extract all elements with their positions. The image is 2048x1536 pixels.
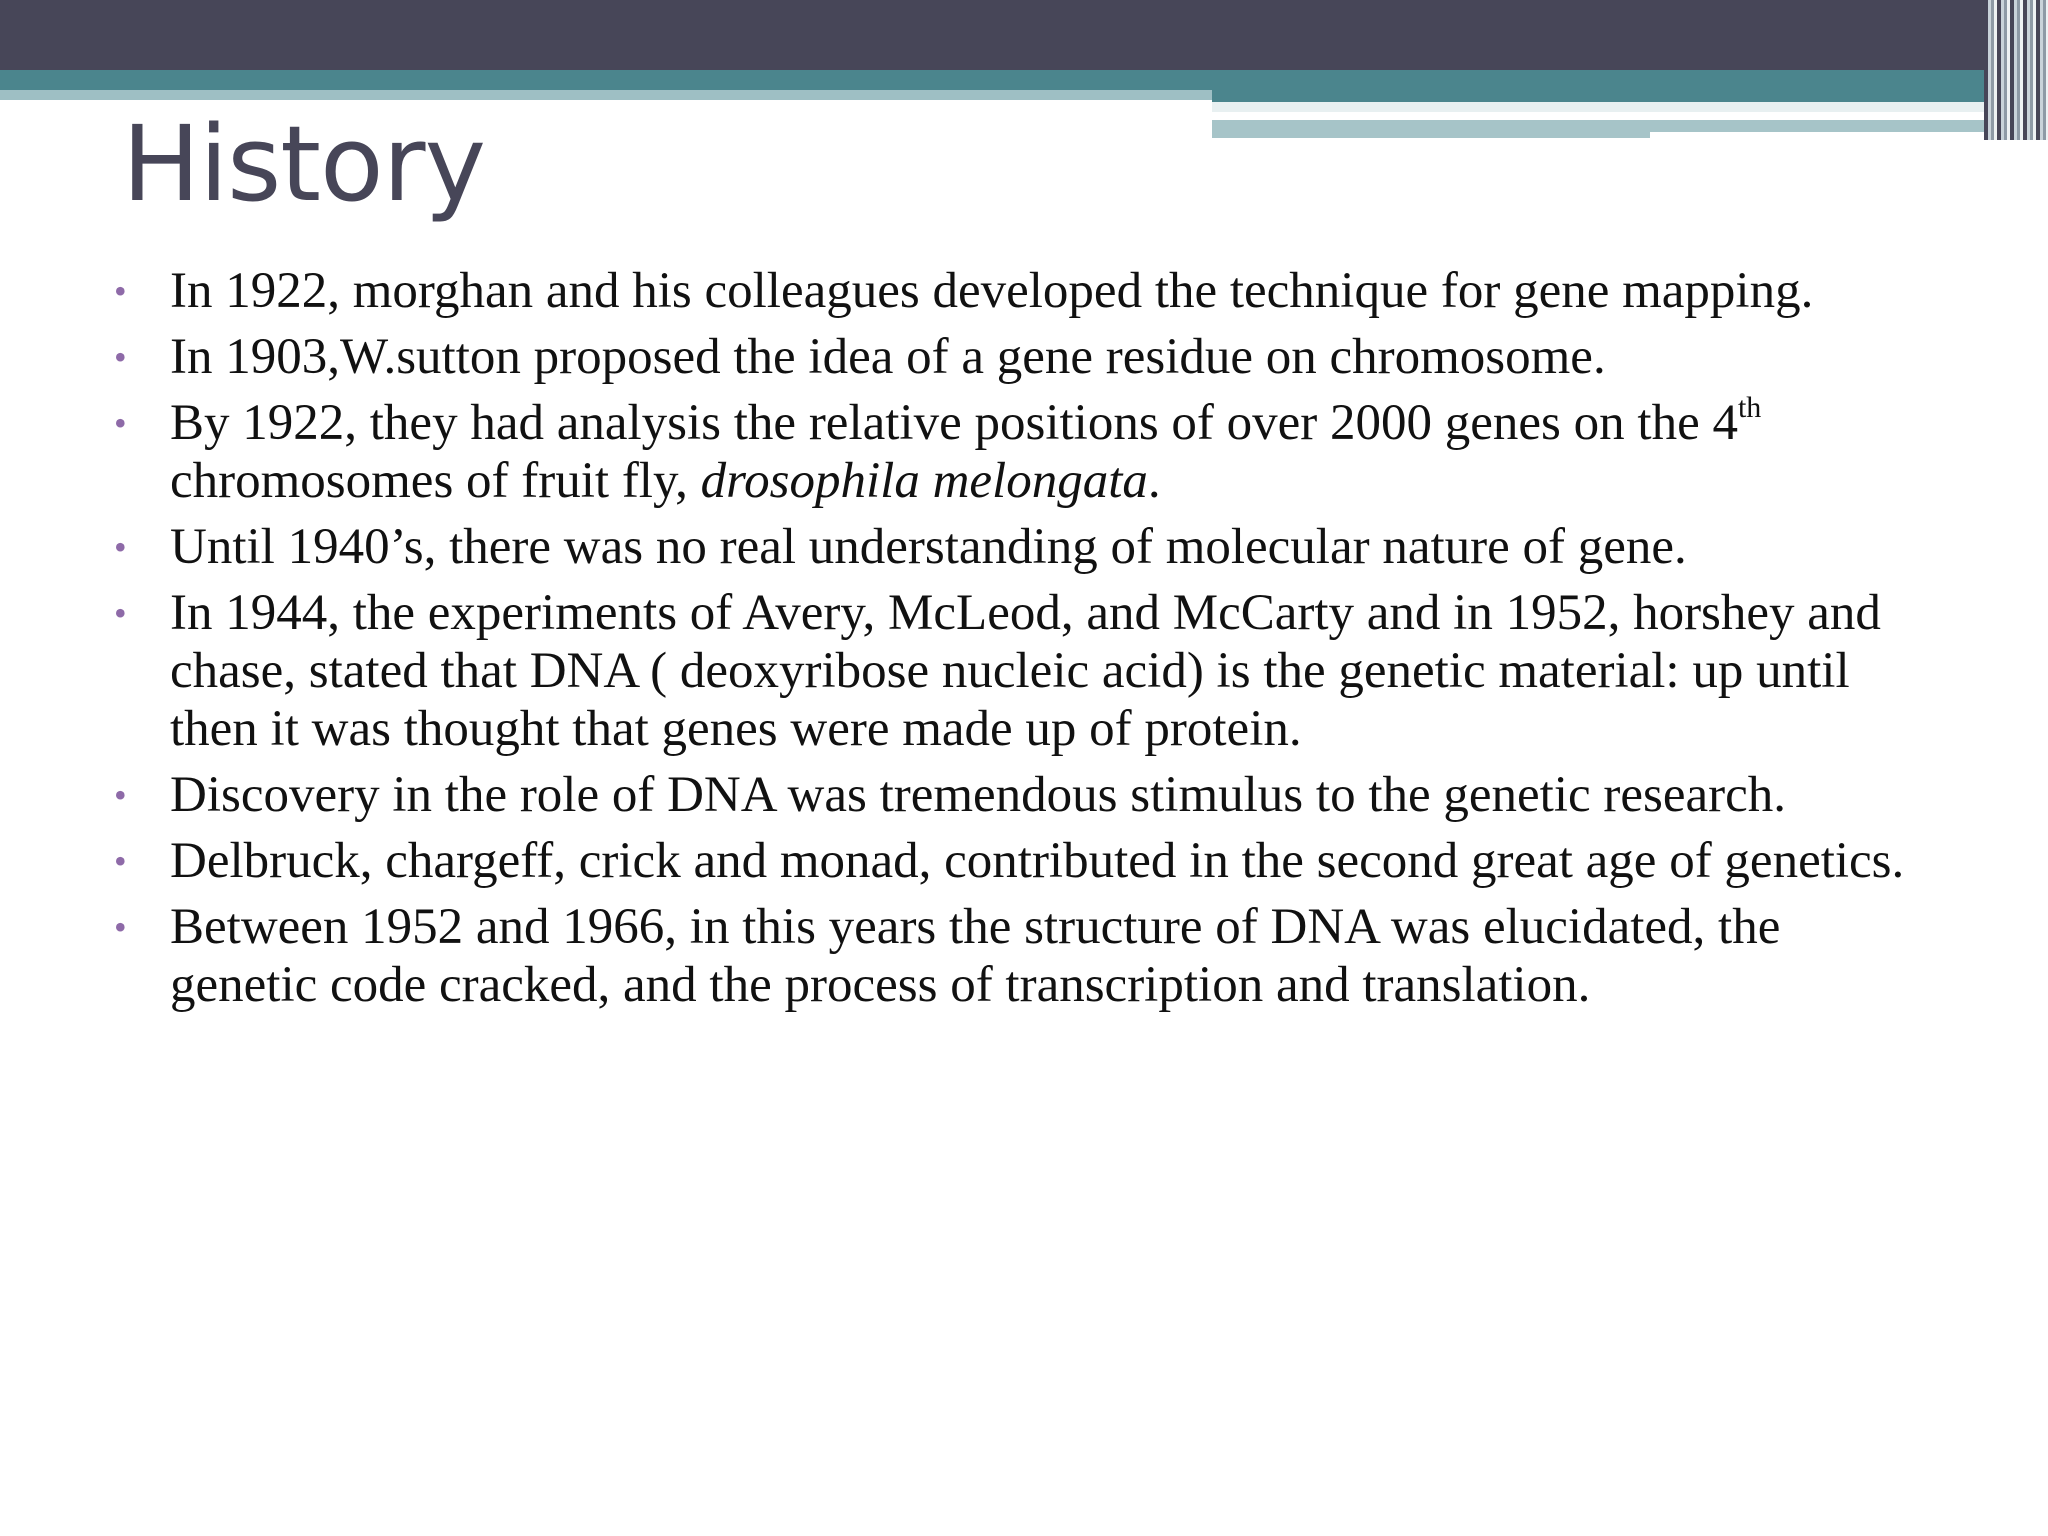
bullet-text: In 1903,W.sutton proposed the idea of a gene residue on chromosome. [170,329,1606,385]
bullet-text: Delbruck, chargeff, crick and monad, contributed in the second great age of genetics. [170,833,1905,889]
header-step-teal [1212,90,2048,102]
slide-title: History [122,103,485,225]
bullet-item [110,832,1910,890]
bullet-dot-icon: • [114,337,127,377]
header-step-pale [1212,102,2048,112]
bullet-dot-icon: • [114,403,127,443]
bullet-item [110,262,1910,320]
species-name: drosophila melongata [700,453,1148,509]
header-bar-teal [0,70,2048,90]
bullet-item [110,391,1910,510]
bullet-item [110,584,1910,758]
bullet-dot-icon: • [114,841,127,881]
bullet-text: Between 1952 and 1966, in this years the structure of DNA was elucidated, the genetic code cracked, and the process of transcription and translation. [170,899,1781,1013]
ordinal-superscript: th [1737,391,1762,424]
bullet-text: In 1922, morghan and his colleagues developed the technique for gene mapping. [170,263,1814,319]
bullet-text: Discovery in the role of DNA was tremendous stimulus to the genetic research. [170,767,1786,823]
header-bar-dark [0,0,2048,70]
bullet-item [110,766,1910,824]
bullet-item [110,328,1910,386]
bullet-dot-icon: • [114,593,127,633]
header-step-white-line [1212,112,1650,120]
bullet-dot-icon: • [114,527,127,567]
bullet-text-continued: chromosomes of fruit fly, [170,453,701,509]
bullet-text-end: . [1147,453,1161,509]
bullet-text: In 1944, the experiments of Avery, McLeod, and McCarty and in 1952, horshey and chase, stated that DNA ( deoxyribose nucleic acid) is the genetic material: up until then it was thought that genes were made up of protein. [170,585,1881,757]
header-corner-stripes [1984,0,2048,140]
bullet-list [110,262,1910,1022]
bullet-dot-icon: • [114,775,127,815]
bullet-text: Until 1940’s, there was no real understanding of molecular nature of gene. [170,519,1687,575]
bullet-dot-icon: • [114,271,127,311]
header-bar-light [0,90,1212,100]
bullet-item [110,518,1910,576]
bullet-item [110,898,1910,1014]
bullet-dot-icon: • [114,907,127,947]
bullet-text: By 1922, they had analysis the relative positions of over 2000 genes on the 4 [170,395,1738,451]
